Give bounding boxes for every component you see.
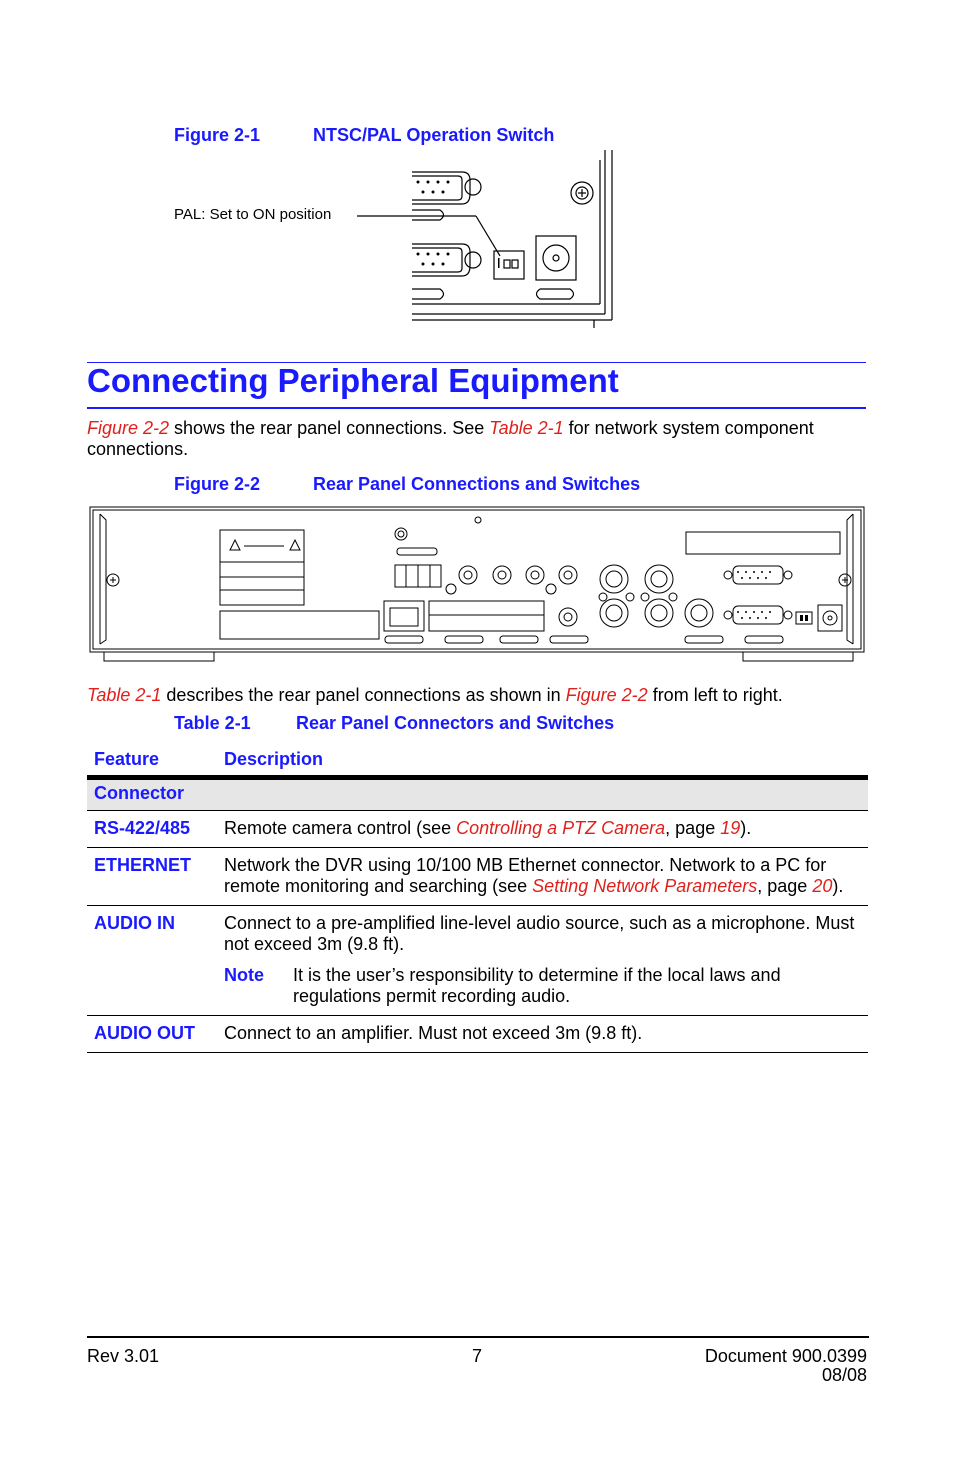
table-2-1-link-2[interactable]: Table 2-1 <box>87 685 162 705</box>
figure-2-title: Rear Panel Connections and Switches <box>313 474 641 494</box>
desc-text: , page <box>757 876 813 896</box>
page-20-link[interactable]: 20 <box>812 876 833 896</box>
figure-1-number: Figure 2-1 <box>174 125 261 145</box>
page-19-link[interactable]: 19 <box>720 818 741 838</box>
note-block <box>224 965 868 1007</box>
table-section-row <box>87 778 868 811</box>
description-audio-out: Connect to an amplifier. Must not exceed 3m (9.8 ft). <box>224 1016 868 1053</box>
desc-text: Connect to a pre-amplified line-level audio source, such as a microphone. Must not exceed 3m (9.8 ft). <box>224 913 855 954</box>
desc-text: ). <box>740 818 752 838</box>
rear-panel-illustration <box>0 0 954 680</box>
table-2-1-link[interactable]: Table 2-1 <box>489 418 564 438</box>
table-header-row <box>87 746 868 778</box>
desc-text: , page <box>665 818 721 838</box>
note-label: Note <box>224 965 264 985</box>
note-text: It is the user’s responsibility to determine if the local laws and regulations permit recording audio. <box>293 965 781 1006</box>
table-title: Rear Panel Connectors and Switches <box>296 713 615 733</box>
table-number: Table 2-1 <box>174 713 251 733</box>
table-row <box>87 811 868 848</box>
column-header-feature: Feature <box>87 746 224 778</box>
page-title: Connecting Peripheral Equipment <box>87 362 619 399</box>
footer-page-number: 7 <box>471 1346 482 1366</box>
description-rs422 <box>224 811 868 848</box>
intro-text-2: for network system component connections. <box>87 418 814 459</box>
table-intro-text-1: describes the rear panel connections as shown in <box>161 685 566 705</box>
desc-text: Network the DVR using 10/100 MB Ethernet connector. Network to a PC for remote monitoring and searching (see <box>224 855 827 896</box>
table-intro-paragraph <box>87 685 869 706</box>
feature-audio-in: AUDIO IN <box>87 906 224 1016</box>
table-row <box>87 848 868 906</box>
figure-2-2-link-2[interactable]: Figure 2-2 <box>565 685 648 705</box>
table-row <box>87 1016 868 1053</box>
feature-rs422: RS-422/485 <box>87 811 224 848</box>
feature-audio-out: AUDIO OUT <box>87 1016 224 1053</box>
description-ethernet <box>224 848 868 906</box>
footer-revision: Rev 3.01 <box>87 1346 160 1366</box>
table-intro-text-2: from left to right. <box>647 685 783 705</box>
desc-text: Remote camera control (see <box>224 818 457 838</box>
figure-2-number: Figure 2-2 <box>174 474 261 494</box>
description-audio-in <box>224 906 868 1016</box>
feature-ethernet: ETHERNET <box>87 848 224 906</box>
table-caption <box>174 713 614 734</box>
footer-document <box>705 1347 867 1385</box>
footer-date: 08/08 <box>821 1365 867 1385</box>
section-label: Connector <box>87 778 224 811</box>
column-header-description: Description <box>224 746 868 778</box>
ptz-camera-link[interactable]: Controlling a PTZ Camera <box>456 818 666 838</box>
rear-panel-table <box>87 746 868 1053</box>
desc-text: ). <box>832 876 844 896</box>
intro-text-1: shows the rear panel connections. See <box>169 418 490 438</box>
network-parameters-link[interactable]: Setting Network Parameters <box>532 876 758 896</box>
footer-rule <box>87 1336 869 1338</box>
figure-2-2-link[interactable]: Figure 2-2 <box>87 418 170 438</box>
figure-1-title: NTSC/PAL Operation Switch <box>313 125 555 145</box>
footer-document-number: Document 900.0399 <box>704 1346 867 1366</box>
pal-callout-label: PAL: Set to ON position <box>174 206 332 223</box>
table-row <box>87 906 868 1016</box>
